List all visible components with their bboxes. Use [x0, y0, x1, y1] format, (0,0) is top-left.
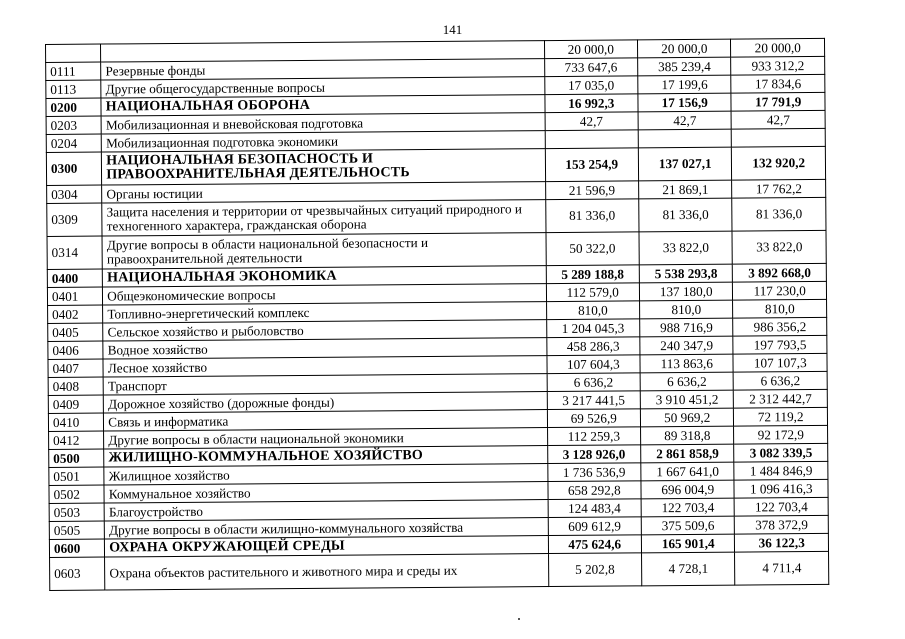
section-name-cell: Охрана объектов растительного и животного мира и среды их: [105, 554, 549, 590]
amount-cell-col2: 33 822,0: [639, 231, 733, 265]
section-code-cell: 0200: [46, 98, 101, 116]
amount-cell-col2: 81 336,0: [639, 198, 733, 232]
budget-table: [45, 38, 829, 591]
section-code-cell: [46, 44, 101, 62]
amount-cell-col1: 17 035,0: [544, 76, 638, 95]
amount-cell-col1: 3 128 926,0: [547, 445, 641, 464]
amount-cell-col2: 2 861 858,9: [641, 444, 735, 463]
amount-cell-col1: 42,7: [545, 112, 639, 131]
section-code-cell: 0600: [49, 539, 104, 557]
amount-cell-col3: 42,7: [732, 110, 826, 129]
section-code-cell: 0408: [48, 377, 103, 395]
amount-cell-col3: 81 336,0: [732, 197, 826, 231]
section-code-cell: 0503: [49, 503, 104, 521]
section-name-cell: ЖИЛИЩНО-КОММУНАЛЬНОЕ ХОЗЯЙСТВО: [104, 446, 547, 467]
amount-cell-col2: 17 199,6: [638, 75, 732, 94]
amount-cell-col3: 986 356,2: [733, 317, 827, 336]
table-row: [50, 551, 829, 590]
section-name-cell: НАЦИОНАЛЬНАЯ ОБОРОНА: [101, 95, 544, 116]
section-name-cell: Мобилизационная и вневойсковая подготовка: [101, 113, 544, 134]
section-code-cell: 0309: [47, 203, 103, 236]
amount-cell-col2: 988 716,9: [640, 318, 734, 337]
amount-cell-col1: 124 483,4: [548, 499, 642, 518]
amount-cell-col3: 933 312,2: [731, 56, 825, 75]
amount-cell-col1: 810,0: [546, 301, 640, 320]
amount-cell-col3: 33 822,0: [732, 230, 826, 264]
amount-cell-col3: 1 096 416,3: [734, 479, 828, 498]
amount-cell-col2: 137 027,1: [638, 147, 732, 181]
section-name-cell: Топливно-энергетический комплекс: [103, 302, 546, 323]
amount-cell-col1: 50 322,0: [546, 232, 640, 266]
amount-cell-col2: 113 863,6: [640, 354, 734, 373]
amount-cell-col1: 1 736 536,9: [547, 463, 641, 482]
section-name-cell: Другие вопросы в области национальной экономики: [104, 428, 547, 449]
section-code-cell: 0501: [49, 467, 104, 485]
section-name-cell: Другие общегосударственные вопросы: [101, 77, 544, 98]
amount-cell-col3: 117 230,0: [733, 281, 827, 300]
scan-speck: [518, 618, 520, 620]
amount-cell-col3: 72 119,2: [734, 407, 828, 426]
section-name-cell: НАЦИОНАЛЬНАЯ ЭКОНОМИКА: [103, 266, 546, 287]
amount-cell-col2: 137 180,0: [639, 282, 733, 301]
section-name-cell: Лесное хозяйство: [103, 356, 546, 377]
section-name-cell: Резервные фонды: [101, 59, 544, 80]
section-name-cell: НАЦИОНАЛЬНАЯ БЕЗОПАСНОСТЬ И ПРАВООХРАНИТЕЛЬНАЯ ДЕЯТЕЛЬНОСТЬ: [102, 149, 546, 185]
amount-cell-col3: 1 484 846,9: [734, 461, 828, 480]
section-name-cell: ОХРАНА ОКРУЖАЮЩЕЙ СРЕДЫ: [105, 536, 548, 557]
amount-cell-col2: 20 000,0: [638, 39, 732, 58]
amount-cell-col2: [638, 129, 732, 148]
amount-cell-col1: 20 000,0: [544, 40, 638, 59]
section-name-cell: Жилищное хозяйство: [104, 464, 547, 485]
amount-cell-col2: 165 901,4: [641, 534, 735, 553]
amount-cell-col1: 733 647,6: [544, 58, 638, 77]
amount-cell-col2: 89 318,8: [641, 426, 735, 445]
amount-cell-col3: 20 000,0: [731, 38, 825, 57]
amount-cell-col3: 17 791,9: [731, 92, 825, 111]
amount-cell-col1: [545, 130, 639, 149]
section-code-cell: 0502: [49, 485, 104, 503]
amount-cell-col3: 36 122,3: [735, 533, 829, 552]
section-name-cell: Органы юстиции: [102, 182, 545, 203]
amount-cell-col2: 4 728,1: [642, 552, 736, 586]
section-code-cell: 0204: [46, 134, 101, 152]
section-code-cell: 0505: [49, 521, 104, 539]
amount-cell-col2: 696 004,9: [641, 480, 735, 499]
amount-cell-col2: 21 869,1: [639, 180, 733, 199]
amount-cell-col1: 112 259,3: [547, 427, 641, 446]
amount-cell-col2: 240 347,9: [640, 336, 734, 355]
section-code-cell: 0314: [47, 236, 103, 269]
section-code-cell: 0113: [46, 80, 101, 98]
amount-cell-col3: 17 762,2: [732, 179, 826, 198]
amount-cell-col1: 5 202,8: [548, 553, 642, 587]
amount-cell-col1: 107 604,3: [547, 355, 641, 374]
amount-cell-col2: 375 509,6: [641, 516, 735, 535]
amount-cell-col1: 658 292,8: [547, 481, 641, 500]
amount-cell-col3: [732, 128, 826, 147]
section-code-cell: 0401: [47, 287, 102, 305]
section-name-cell: Транспорт: [103, 374, 546, 395]
section-code-cell: 0406: [48, 341, 103, 359]
amount-cell-col3: 6 636,2: [734, 371, 828, 390]
section-name-cell: Сельское хозяйство и рыболовство: [103, 320, 546, 341]
amount-cell-col2: 6 636,2: [640, 372, 734, 391]
amount-cell-col3: 197 793,5: [733, 335, 827, 354]
amount-cell-col2: 5 538 293,8: [639, 264, 733, 283]
section-name-cell: Защита населения и территории от чрезвычайных ситуаций природного и техногенного характера, гражданская оборона: [102, 200, 546, 236]
page-number: 141: [442, 22, 463, 37]
section-code-cell: 0300: [46, 152, 102, 185]
amount-cell-col3: 92 172,9: [734, 425, 828, 444]
amount-cell-col3: 2 312 442,7: [734, 389, 828, 408]
section-name-cell: Другие вопросы в области жилищно-коммунального хозяйства: [105, 518, 548, 539]
amount-cell-col1: 3 217 441,5: [547, 391, 641, 410]
amount-cell-col1: 458 286,3: [546, 337, 640, 356]
amount-cell-col2: 17 156,9: [638, 93, 732, 112]
amount-cell-col3: 122 703,4: [735, 497, 829, 516]
section-name-cell: Благоустройство: [104, 500, 547, 521]
amount-cell-col3: 107 107,3: [733, 353, 827, 372]
amount-cell-col2: 1 667 641,0: [641, 462, 735, 481]
amount-cell-col2: 385 239,4: [638, 57, 732, 76]
amount-cell-col2: 42,7: [638, 111, 732, 130]
amount-cell-col3: 4 711,4: [735, 551, 829, 585]
section-code-cell: 0203: [46, 116, 101, 134]
amount-cell-col3: 132 920,2: [732, 146, 826, 180]
amount-cell-col3: 3 082 339,5: [734, 443, 828, 462]
amount-cell-col2: 810,0: [640, 300, 734, 319]
section-code-cell: 0500: [49, 449, 104, 467]
budget-table-sheet: [45, 38, 829, 591]
amount-cell-col1: 5 289 188,8: [546, 265, 640, 284]
amount-cell-col1: 69 526,9: [547, 409, 641, 428]
amount-cell-col2: 50 969,2: [640, 408, 734, 427]
amount-cell-col1: 153 254,9: [545, 148, 639, 182]
amount-cell-col1: 81 336,0: [545, 199, 639, 233]
section-name-cell: Общеэкономические вопросы: [103, 284, 546, 305]
amount-cell-col1: 1 204 045,3: [546, 319, 640, 338]
amount-cell-col1: 16 992,3: [544, 94, 638, 113]
amount-cell-col2: 122 703,4: [641, 498, 735, 517]
budget-table-body: [46, 38, 829, 590]
section-code-cell: 0111: [46, 62, 101, 80]
section-name-cell: Связь и информатика: [104, 410, 547, 431]
amount-cell-col2: 3 910 451,2: [640, 390, 734, 409]
amount-cell-col1: 609 612,9: [548, 517, 642, 536]
section-code-cell: 0603: [50, 557, 106, 590]
section-name-cell: Другие вопросы в области национальной безопасности и правоохранительной деятельности: [102, 233, 546, 269]
section-code-cell: 0304: [47, 185, 102, 203]
section-code-cell: 0410: [48, 413, 103, 431]
amount-cell-col1: 6 636,2: [547, 373, 641, 392]
section-name-cell: Водное хозяйство: [103, 338, 546, 359]
amount-cell-col1: 475 624,6: [548, 535, 642, 554]
section-name-cell: Дорожное хозяйство (дорожные фонды): [104, 392, 547, 413]
section-code-cell: 0405: [48, 323, 103, 341]
section-code-cell: 0412: [49, 431, 104, 449]
amount-cell-col3: 17 834,6: [731, 74, 825, 93]
section-code-cell: 0402: [48, 305, 103, 323]
section-code-cell: 0407: [48, 359, 103, 377]
section-code-cell: 0400: [47, 269, 102, 287]
section-name-cell: Мобилизационная подготовка экономики: [101, 131, 544, 152]
amount-cell-col3: 3 892 668,0: [733, 263, 827, 282]
section-name-cell: Коммунальное хозяйство: [104, 482, 547, 503]
amount-cell-col3: 378 372,9: [735, 515, 829, 534]
amount-cell-col1: 112 579,0: [546, 283, 640, 302]
amount-cell-col1: 21 596,9: [545, 181, 639, 200]
amount-cell-col3: 810,0: [733, 299, 827, 318]
section-code-cell: 0409: [48, 395, 103, 413]
